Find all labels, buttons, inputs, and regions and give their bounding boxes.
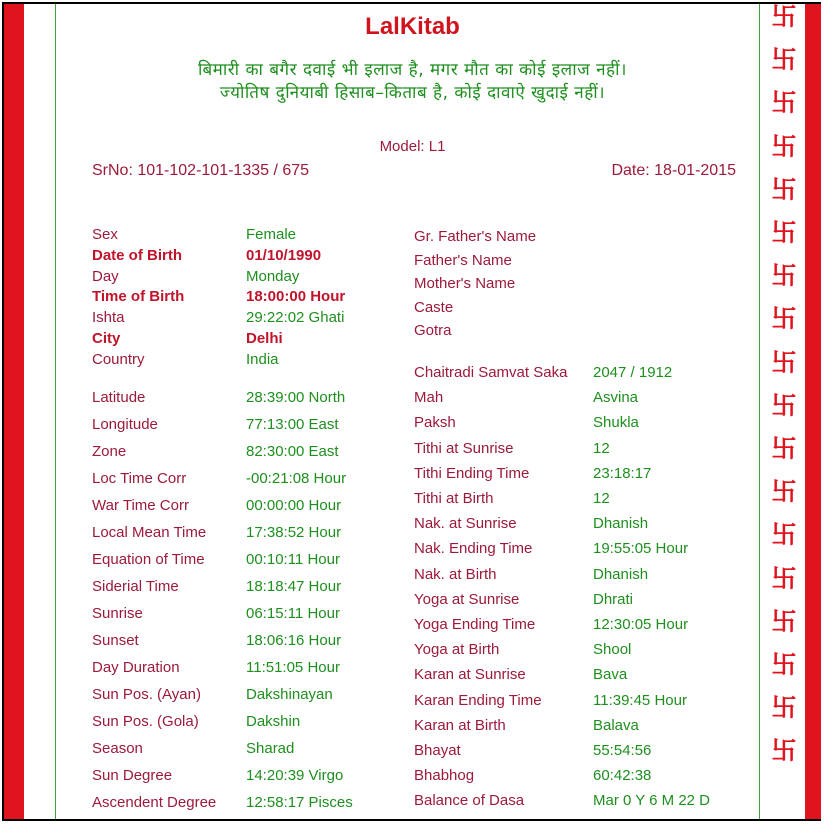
swastika-icon: 卐 xyxy=(771,218,797,247)
field-value: 82:30:00 East xyxy=(246,443,339,460)
field-label: Nak. Ending Time xyxy=(414,540,533,558)
field-label: Latitude xyxy=(92,389,146,406)
field-label: Yoga Ending Time xyxy=(414,616,536,633)
swastika-icon: 卐 xyxy=(771,434,797,463)
field-label: Mother's Name xyxy=(414,275,516,292)
swastika-icon: 卐 xyxy=(771,477,797,507)
field-label: Siderial Time xyxy=(92,578,179,595)
right-green-rule xyxy=(759,4,760,819)
swastika-icon: 卐 xyxy=(771,650,797,679)
field-label: Sun Pos. (Ayan) xyxy=(92,686,201,703)
field-value: 11:39:45 Hour xyxy=(593,691,687,709)
field-label: City xyxy=(92,330,121,347)
field-value: Monday xyxy=(246,267,300,285)
field-label: Zone xyxy=(92,443,127,460)
swastika-icon: 卐 xyxy=(771,2,797,31)
field-value: Dakshinayan xyxy=(246,686,333,703)
model-label: Model: L1 xyxy=(379,138,446,155)
field-label: Sunrise xyxy=(92,605,143,622)
field-label: Yoga at Sunrise xyxy=(414,590,520,608)
quote-line-1: बिमारी का बगैर दवाई भी इलाज है, मगर मौत का कोई इलाज नहीं। xyxy=(198,60,627,80)
field-value: 12 xyxy=(593,490,610,507)
field-label: War Time Corr xyxy=(92,497,189,514)
field-label: Nak. at Birth xyxy=(414,565,497,583)
right-red-border xyxy=(805,4,821,819)
swastika-icon: 卐 xyxy=(771,304,797,334)
field-value: 00:10:11 Hour xyxy=(246,551,340,568)
swastika-icon: 卐 xyxy=(771,606,797,636)
field-label: Tithi at Sunrise xyxy=(414,439,514,457)
left-red-border xyxy=(4,4,24,819)
field-label: Day Duration xyxy=(92,659,180,676)
field-value: 12 xyxy=(593,439,610,457)
field-value: Balava xyxy=(593,716,639,734)
field-label: Day xyxy=(92,267,119,285)
field-value: 06:15:11 Hour xyxy=(246,605,340,622)
field-value: 00:00:00 Hour xyxy=(246,497,342,514)
field-value: India xyxy=(246,350,279,368)
swastika-column xyxy=(769,4,801,819)
field-value: 14:20:39 Virgo xyxy=(246,767,344,784)
field-label: Tithi at Birth xyxy=(414,490,494,507)
swastika-icon: 卐 xyxy=(771,174,797,204)
swastika-icon: 卐 xyxy=(771,45,797,75)
swastika-icon: 卐 xyxy=(771,261,797,291)
field-label: Paksh xyxy=(414,414,456,432)
field-value: 17:38:52 Hour xyxy=(246,524,342,541)
field-value: Mar 0 Y 6 M 22 D xyxy=(593,792,710,810)
field-label: Sun Pos. (Gola) xyxy=(92,713,199,730)
field-value: Dhanish xyxy=(593,515,649,533)
field-label: Ishta xyxy=(92,309,125,327)
swastika-icon: 卐 xyxy=(771,131,797,161)
field-value: 01/10/1990 xyxy=(246,246,322,264)
field-value: Shool xyxy=(593,641,632,659)
field-label: Longitude xyxy=(92,416,158,433)
field-label: Date of Birth xyxy=(92,246,182,264)
field-value: Delhi xyxy=(246,330,283,347)
field-value: 18:18:47 Hour xyxy=(246,578,342,595)
swastika-icon: 卐 xyxy=(771,520,797,550)
report-date: Date: 18-01-2015 xyxy=(611,162,736,179)
field-label: Gotra xyxy=(414,322,452,339)
quote-line-2: ज्योतिष दुनियाबी हिसाब–किताब है, कोई दावाऐ खुदाई नहीं। xyxy=(219,83,606,103)
field-value: Bava xyxy=(593,666,628,684)
page-title: LalKitab xyxy=(365,13,460,40)
field-value: Asvina xyxy=(593,389,639,407)
swastika-icon: 卐 xyxy=(771,736,797,766)
field-label: Nak. at Sunrise xyxy=(414,515,517,533)
field-label: Karan at Sunrise xyxy=(414,666,526,684)
swastika-icon: 卐 xyxy=(771,347,797,377)
field-label: Bhabhog xyxy=(414,767,475,785)
field-value: -00:21:08 Hour xyxy=(246,470,347,487)
field-value: 18:06:16 Hour xyxy=(246,632,342,649)
field-label: Country xyxy=(92,350,145,368)
field-label: Loc Time Corr xyxy=(92,470,187,487)
field-label: Ascendent Degree xyxy=(92,794,217,811)
field-value: Dhrati xyxy=(593,590,634,608)
field-value: 12:30:05 Hour xyxy=(593,616,689,633)
field-value: 18:00:00 Hour xyxy=(246,288,346,306)
field-label: Bhayat xyxy=(414,742,461,759)
field-value: 60:42:38 xyxy=(593,767,652,785)
field-label: Caste xyxy=(414,298,454,316)
field-value: 55:54:56 xyxy=(593,742,652,759)
field-value: 19:55:05 Hour xyxy=(593,540,689,558)
field-value: 23:18:17 xyxy=(593,464,652,482)
field-label: Local Mean Time xyxy=(92,524,207,541)
field-value: 11:51:05 Hour xyxy=(246,659,340,676)
field-value: 2047 / 1912 xyxy=(593,364,673,381)
field-value: Dhanish xyxy=(593,565,649,583)
field-label: Sun Degree xyxy=(92,767,173,784)
field-label: Sunset xyxy=(92,632,139,649)
field-value: Sharad xyxy=(246,740,295,757)
field-label: Equation of Time xyxy=(92,551,205,568)
field-label: Karan at Birth xyxy=(414,716,506,734)
field-label: Tithi Ending Time xyxy=(414,464,530,482)
field-value: 12:58:17 Pisces xyxy=(246,794,353,811)
field-label: Time of Birth xyxy=(92,288,185,306)
field-value: 28:39:00 North xyxy=(246,389,346,406)
swastika-icon: 卐 xyxy=(771,563,797,593)
swastika-icon: 卐 xyxy=(771,88,797,118)
field-value: Dakshin xyxy=(246,713,301,730)
swastika-icon: 卐 xyxy=(771,693,797,723)
field-label: Mah xyxy=(414,389,444,407)
field-value: 77:13:00 East xyxy=(246,416,339,433)
field-label: Yoga at Birth xyxy=(414,641,500,659)
field-label: Gr. Father's Name xyxy=(414,228,537,245)
field-label: Father's Name xyxy=(414,251,512,269)
field-value: Female xyxy=(246,226,297,243)
field-value: Shukla xyxy=(593,414,639,432)
field-label: Karan Ending Time xyxy=(414,691,542,709)
field-label: Sex xyxy=(92,226,118,243)
field-label: Season xyxy=(92,740,143,757)
serial-number: SrNo: 101-102-101-1335 / 675 xyxy=(92,162,310,179)
swastika-icon: 卐 xyxy=(771,390,797,420)
field-value: 29:22:02 Ghati xyxy=(246,309,345,327)
left-green-rule xyxy=(55,4,56,819)
field-label: Balance of Dasa xyxy=(414,792,525,810)
field-label: Chaitradi Samvat Saka xyxy=(414,364,568,381)
